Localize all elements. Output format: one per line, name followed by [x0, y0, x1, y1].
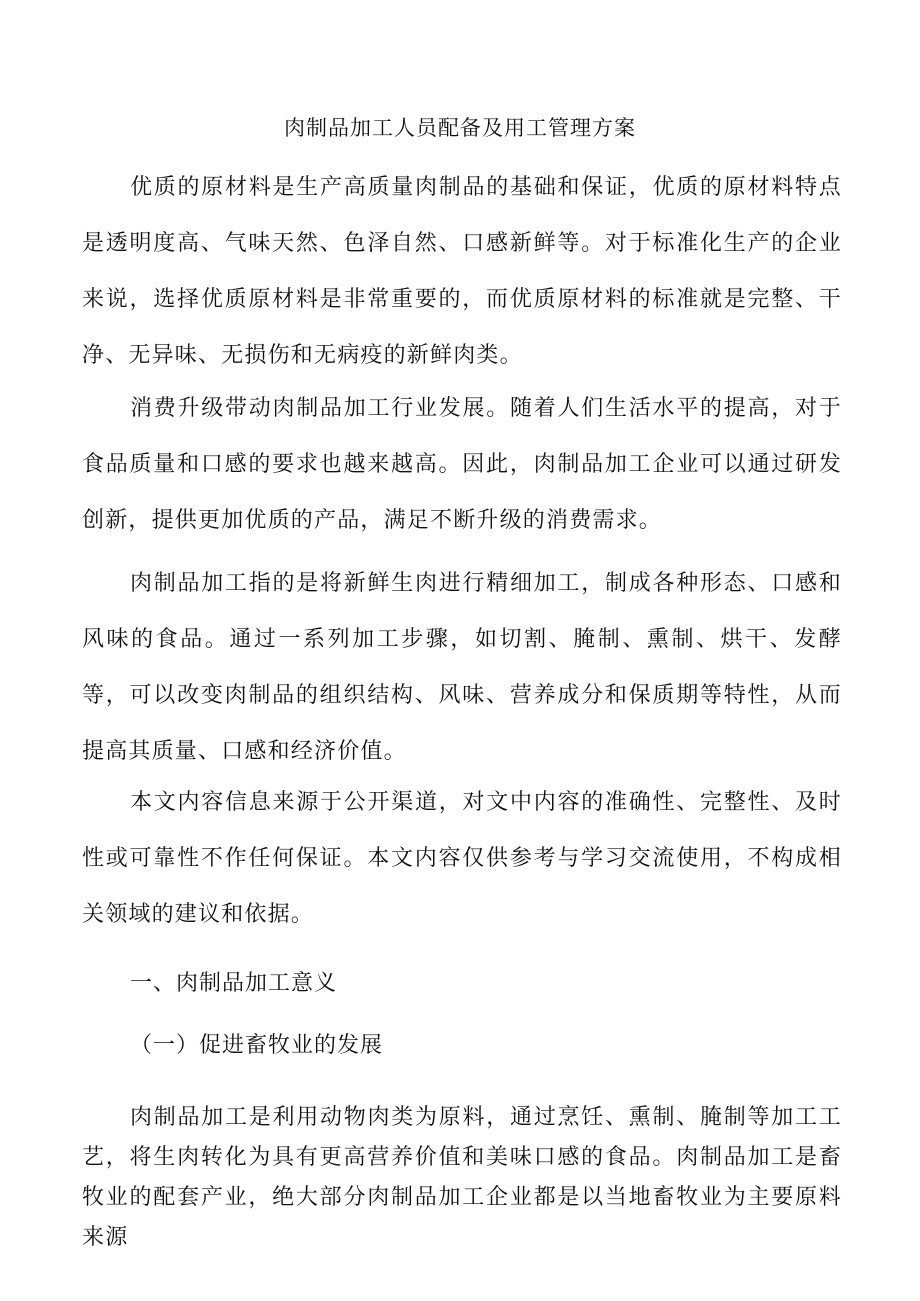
section-heading: 一、肉制品加工意义 [130, 971, 338, 996]
paragraph-livestock: 肉制品加工是利用动物肉类为原料，通过烹饪、熏制、腌制等加工工艺，将生肉转化为具有更高营养价值和美味口感的食品。肉制品加工是畜牧业的配套产业，绝大部分肉制品加工企业都是以当地畜牧业为主要原料来源 [82, 1105, 842, 1250]
paragraph-processing-definition: 肉制品加工指的是将新鲜生肉进行精细加工，制成各种形态、口感和风味的食品。通过一系列加工步骤，如切割、腌制、熏制、烘干、发酵等，可以改变肉制品的组织结构、风味、营养成分和保质期等特性，从而提高其质量、口感和经济价值。 [82, 571, 842, 764]
paragraph-disclaimer: 本文内容信息来源于公开渠道，对文中内容的准确性、完整性、及时性或可靠性不作任何保证。本文内容仅供参考与学习交流使用，不构成相关领域的建议和依据。 [82, 790, 842, 927]
paragraph-consumption-upgrade: 消费升级带动肉制品加工行业发展。随着人们生活水平的提高，对于食品质量和口感的要求也越来越高。因此，肉制品加工企业可以通过研发创新，提供更加优质的产品，满足不断升级的消费需求。 [82, 396, 842, 533]
paragraph-raw-materials: 优质的原材料是生产高质量肉制品的基础和保证，优质的原材料特点是透明度高、气味天然、色泽自然、口感新鲜等。对于标准化生产的企业来说，选择优质原材料是非常重要的，而优质原材料的标准就是完整、干净、无异味、无损伤和无病疫的新鲜肉类。 [82, 175, 842, 368]
document-title: 肉制品加工人员配备及用工管理方案 [284, 116, 636, 140]
subsection-heading: （一）促进畜牧业的发展 [130, 1033, 384, 1058]
